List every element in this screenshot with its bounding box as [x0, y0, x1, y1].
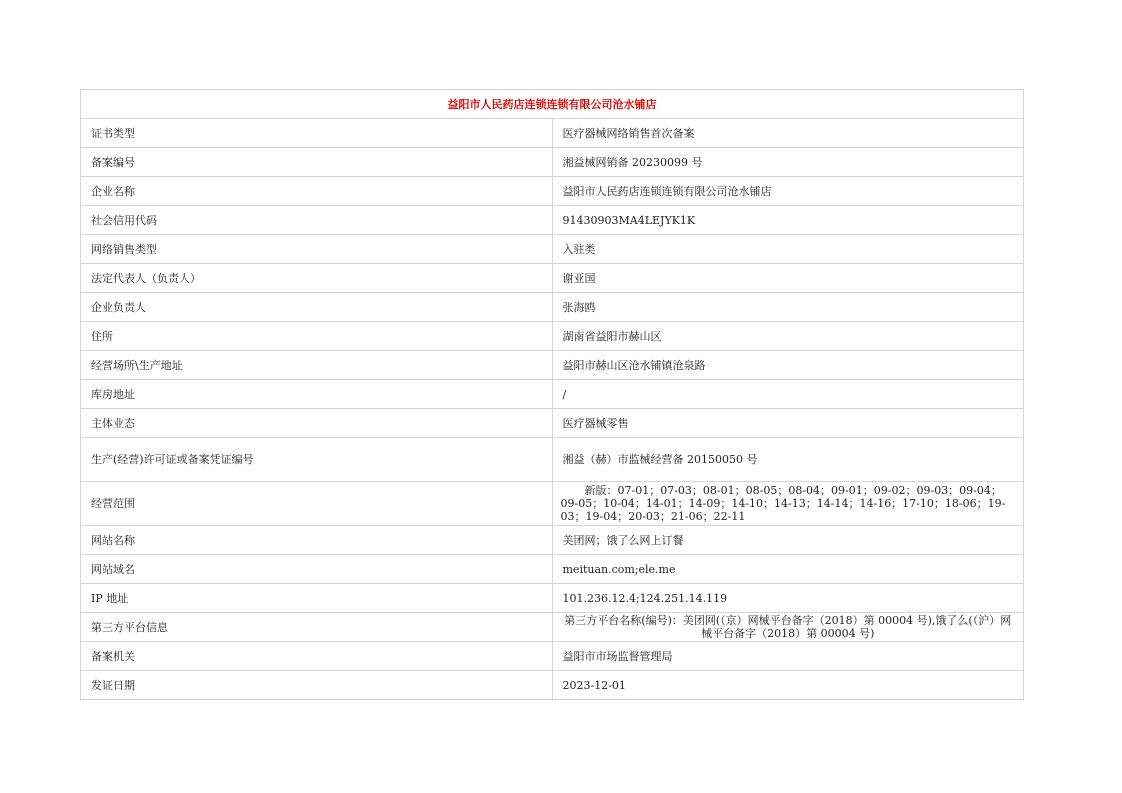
row-value: 湖南省益阳市赫山区	[552, 322, 1024, 351]
table-row	[81, 293, 1024, 322]
row-label: 经营场所\生产地址	[81, 351, 553, 380]
certificate-sheet	[80, 89, 1024, 700]
row-label: 住所	[81, 322, 553, 351]
table-row	[81, 526, 1024, 555]
row-value: 湘益（赫）市监械经营备 20150050 号	[552, 438, 1024, 482]
row-label: 社会信用代码	[81, 206, 553, 235]
table-row	[81, 642, 1024, 671]
row-label: 备案机关	[81, 642, 553, 671]
row-label: IP 地址	[81, 584, 553, 613]
row-value: meituan.com;ele.me	[552, 555, 1024, 584]
row-label: 网站名称	[81, 526, 553, 555]
row-label: 主体业态	[81, 409, 553, 438]
row-value: 谢亚国	[552, 264, 1024, 293]
table-row	[81, 351, 1024, 380]
row-value: 医疗器械零售	[552, 409, 1024, 438]
row-value: 医疗器械网络销售首次备案	[552, 119, 1024, 148]
row-label: 证书类型	[81, 119, 553, 148]
row-value: 第三方平台名称(编号)：美团网(（京）网械平台备字（2018）第 00004 号),饿了么(（沪）网械平台备字（2018）第 00004 号)	[552, 613, 1024, 642]
title-row	[81, 90, 1024, 119]
table-row	[81, 671, 1024, 700]
table-row	[81, 322, 1024, 351]
row-value: 益阳市赫山区沧水铺镇沧泉路	[552, 351, 1024, 380]
table-row	[81, 584, 1024, 613]
row-value: 入驻类	[552, 235, 1024, 264]
table-row	[81, 235, 1024, 264]
row-value: 91430903MA4LEJYK1K	[552, 206, 1024, 235]
table-row	[81, 482, 1024, 526]
row-label: 发证日期	[81, 671, 553, 700]
row-value: 101.236.12.4;124.251.14.119	[552, 584, 1024, 613]
row-label: 法定代表人（负责人）	[81, 264, 553, 293]
row-label: 经营范围	[81, 482, 553, 526]
table-row	[81, 148, 1024, 177]
row-label: 库房地址	[81, 380, 553, 409]
row-value: 益阳市人民药店连锁连锁有限公司沧水铺店	[552, 177, 1024, 206]
row-value: 湘益械网销备 20230099 号	[552, 148, 1024, 177]
row-value: 张海鸥	[552, 293, 1024, 322]
certificate-table	[80, 89, 1024, 700]
table-row	[81, 264, 1024, 293]
row-value: 益阳市市场监督管理局	[552, 642, 1024, 671]
table-row	[81, 555, 1024, 584]
table-row	[81, 380, 1024, 409]
table-row	[81, 177, 1024, 206]
row-label: 企业名称	[81, 177, 553, 206]
row-label: 网络销售类型	[81, 235, 553, 264]
page-title: 益阳市人民药店连锁连锁有限公司沧水铺店	[81, 90, 1024, 119]
table-row	[81, 119, 1024, 148]
table-row	[81, 438, 1024, 482]
row-label: 第三方平台信息	[81, 613, 553, 642]
row-value: /	[552, 380, 1024, 409]
row-label: 网站域名	[81, 555, 553, 584]
row-value: 新版：07-01；07-03；08-01；08-05；08-04；09-01；09-02；09-03；09-04；09-05；10-04；14-01；14-09；14-10；14-13；14-14；14-16；17-10；18-06；19-03；19-04；20-03；21-06；22-11	[552, 482, 1024, 526]
table-row	[81, 613, 1024, 642]
row-value: 美团网；饿了么网上订餐	[552, 526, 1024, 555]
row-label: 企业负责人	[81, 293, 553, 322]
table-row	[81, 409, 1024, 438]
table-row	[81, 206, 1024, 235]
row-value: 2023-12-01	[552, 671, 1024, 700]
row-label: 生产(经营)许可证或备案凭证编号	[81, 438, 553, 482]
row-label: 备案编号	[81, 148, 553, 177]
